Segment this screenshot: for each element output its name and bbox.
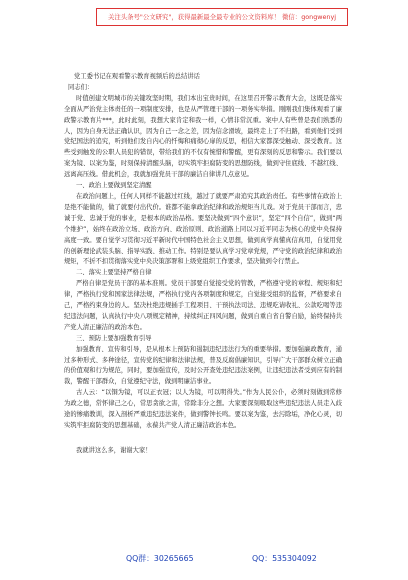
section-heading-2: 二、落实上要坚持严格自律	[76, 269, 152, 277]
greeting: 同志们：	[68, 83, 94, 91]
footer-qq: QQ：535304092	[252, 554, 317, 563]
closing-line: 我就讲这么多，谢谢大家！	[76, 446, 152, 454]
document-title: 党工委书记在观看警示教育视频后的总结讲话	[74, 73, 200, 80]
intro-paragraph: 时值创建文明城市的关键攻坚时期，我们本出宝贵时间，在这里召开警示教育大会，这既是落实全面从严治党主体责任的一项制度安排，也是从严管理干部的一项务实举措。刚刚我们集体观看了廉政警示教育片***，此时此刻，我想大家肯定和我一样，心情非常沉重。案中人有些曾是我们熟悉的人，因为自身无法正确认识，因为自己一念之差，因为信念滑坡，最终走上了不归路，看到他们受到党纪国法的追究，听到他们发自内心的忏悔和痛彻心扉的反思，相信大家都深受触动、深受教育。这些受到触发的公职人员犯的错误，带给我们的不仅有惋惜和警醒，更有深刻的反思和警示。我们要以案为镜、以案为鉴，时刻保持清醒头脑，切实筑牢拒腐防变的思想防线，做到守住底线、不越红线、远离高压线。借此机会，我就加强党员干部的廉洁自律讲几点意见。	[64, 94, 342, 179]
section-body-1: 在政治问题上，任何人同样不能越过红线，越过了就要严肃追究其政治责任。有些事情在政治上是绝不能做的，做了就要付出代价。谁都不能拿政治纪律和政治规矩当儿戏。对于党员干部而言，忠诚于党、忠诚于党的事业，是根本的政治品格。要坚决做到“四个意识”，坚定“四个自信”，做到“两个维护”，始终在政治立场、政治方向、政治原则、政治道路上同以习近平同志为核心的党中央保持高度一致。要自觉学习贯彻习近平新时代中国特色社会主义思想，做到真学真懂真信真用，自觉用党的创新理论武装头脑、指导实践、推动工作。特别是要认真学习党章党规，严守党的政治纪律和政治规矩，不折不扣贯彻落实党中央决策部署和上级党组织工作要求，坚决做到令行禁止。	[64, 192, 342, 266]
footer-qq-group: QQ群：30265665	[126, 554, 194, 563]
section-body-3: 加强教育、宣传和引导，是从根本上预防和遏制违纪违法行为的重要举措。要加强廉政教育，通过多种形式、多种途径，宣传党的纪律和法律法规，普及反腐倡廉知识，引导广大干部群众树立正确的价值观和行为规范，同时，要加强宣传，及时公开查处违纪违法案例，让违纪违法者受到应有的制裁，警醒干部群众，自觉遵纪守法，做到明廉洁事业。	[64, 345, 342, 386]
section-heading-3: 三、预防上要加强教育引导	[76, 334, 152, 342]
top-banner: 关注头条号"公文研究"，获得最新最全最专业的公文资料库！ 微信：gongwenyj	[96, 8, 348, 26]
section-heading-1: 一、政治上要做到坚定清醒	[76, 182, 152, 190]
document-body	[64, 72, 342, 457]
quote-paragraph: 古人云：“以铜为镜，可以正衣冠；以人为镜，可以明得失。”作为人民公仆，必须时刻做到常修为政之德，常怀律己之心，常思贪欲之害，常除非分之想。大家要深刻吸取这些违纪违法人员走入歧途的惨痛教训，深入剖析严重违纪违法案件，做到警钟长鸣。要以案为鉴，去污除垢，净化心灵，切实筑牢拒腐防变的思想基础，永葆共产党人清正廉洁政治本色。	[64, 389, 342, 429]
section-body-2: 严格自律是党员干部的基本准则。党员干部要自觉接受党的管教，严格遵守党的章程、规矩和纪律，严格执行党和国家法律法规，严格执行党内各项制度和规定，自觉接受组织的监督，严格要求自己，严格约束身边的人。坚决杜绝违规插手工程项目、干预执法司法、违规吃请收礼、公款吃喝等违纪违法问题，认真执行中央八项规定精神，持续纠正四风问题，做到自重自省自警自励，始终保持共产党人清正廉洁的政治本色。	[64, 280, 342, 331]
footer	[0, 552, 408, 566]
